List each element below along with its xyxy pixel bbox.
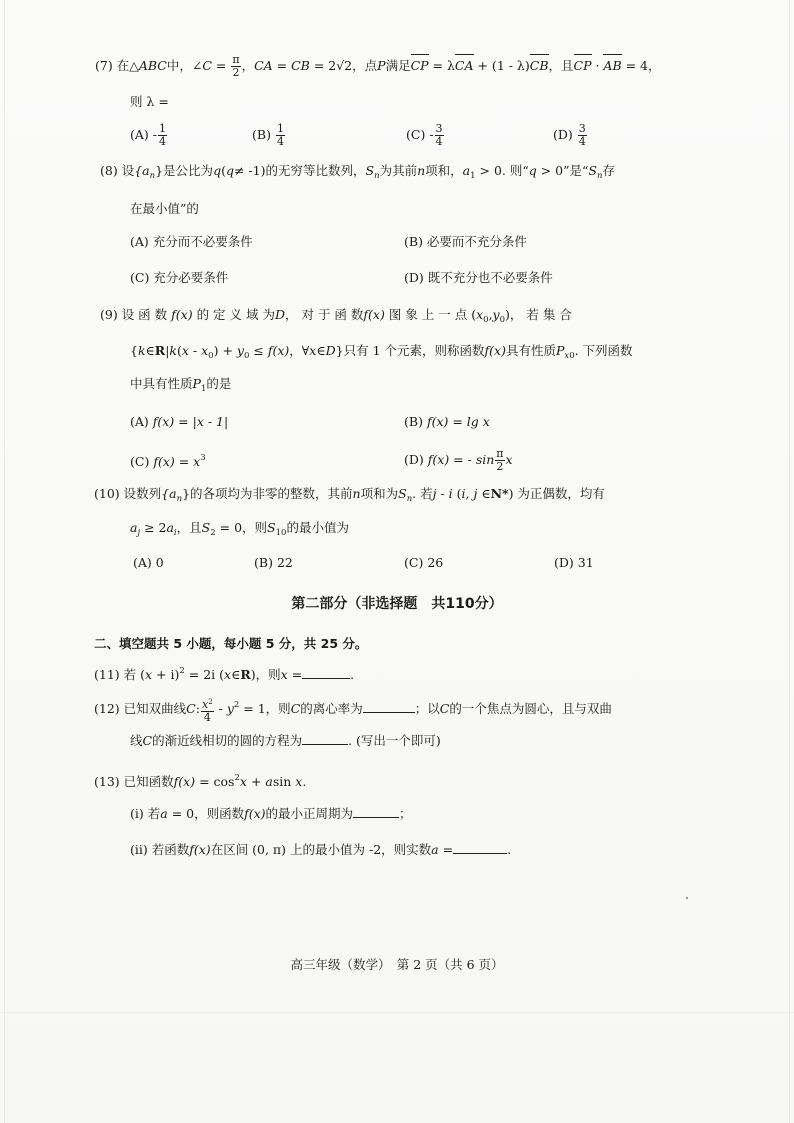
part-two-heading: 第二部分（非选择题 共110分） [291,596,503,612]
q9-option-b: (B) f(x) = lg x [404,414,490,429]
q7-line2: 则 λ = [130,94,169,109]
question-number: (7) [95,58,113,73]
q12-line2: 线C的渐近线相切的圆的方程为 . (写出一个即可) [130,733,441,748]
vector-cp: CP [411,53,429,76]
fraction: $\frac{1}{4}$ [276,122,284,148]
q7-option-b: (B) $\frac{1}{4}$ [252,122,284,148]
q8-option-b: (B) 必要而不充分条件 [404,234,527,249]
fraction: $\frac{x^2}{4}$ [201,697,213,724]
q9-option-c: (C) $f(x) = x^3$ [130,453,206,469]
fraction: $\frac{3}{4}$ [578,122,586,148]
fraction: $\frac{\pi}{2}$ [232,53,240,79]
q7-option-c: (C) - $\frac{3}{4}$ [406,122,443,148]
q10-line1: (10) 设数列$\{a_n\}$的各项均为非零的整数，其前n项和为$S_n$. 若j - i (i, j ∈N*) 为正偶数，均有 [94,486,605,504]
answer-blank[interactable] [302,732,348,745]
q8-option-a: (A) 充分而不必要条件 [130,234,253,249]
q13-part-i: (ⅰ) 若a = 0，则函数f(x)的最小正周期为 ； [130,806,412,821]
q10-option-a: (A) 0 [133,555,164,570]
question-number: (13) [94,774,120,789]
q10-line2: $a_j \ge 2a_i$，且$S_2 = 0$，则$S_{10}$的最小值为 [130,520,349,538]
section-heading: 二、填空题共 5 小题，每小题 5 分，共 25 分。 [94,636,368,651]
answer-blank[interactable] [302,666,350,679]
q9-line1: (9) 设 函 数 f(x) 的 定 义 域 为D， 对 于 函 数f(x) 图 象 上 一 点 $(x_0,y_0)$， 若 集 合 [100,307,572,325]
q8-line1: (8) 设$\{a_n\}$是公比为q(q≠ -1)的无穷等比数列，$S_n$为其前n项和，$a_1 > 0$. 则“q > 0”是“$S_n$存 [100,163,615,181]
q10-option-c: (C) 26 [404,555,444,570]
q13-part-ii: (ⅱ) 若函数f(x)在区间 (0, π) 上的最小值为 -2，则实数a = . [130,842,512,857]
question-number: (8) [100,163,118,178]
q13-line1: (13) 已知函数$f(x) = \cos^2x + asin$ x. [94,773,307,789]
q9-option-a: (A) f(x) = |x - 1| [130,414,229,429]
question-number: (9) [100,307,118,322]
q7-option-a: (A) - $\frac{1}{4}$ [130,122,166,148]
vector-cb: CB [530,53,549,76]
q12-line1: (12) 已知双曲线C: $\frac{x^2}{4}$ - $y^2 = 1$，则C的离心率为 ；以C的一个焦点为圆心，且与双曲 [94,697,612,724]
q8-option-d: (D) 既不充分也不必要条件 [404,270,553,285]
page-footer: 高三年级（数学） 第 2 页（共 6 页） [290,957,504,972]
answer-blank[interactable] [363,700,415,713]
fraction: $\frac{1}{4}$ [159,122,166,148]
q11: (11) 若 $(x + i)^2 = 2i$ (x∈R)，则x = . [94,666,355,682]
question-number: (12) [94,701,120,716]
q8-option-c: (C) 充分必要条件 [130,270,229,285]
q9-option-d: (D) f(x) = - sin $\frac{\pi}{2}$ x [404,447,513,473]
q9-line3: 中具有性质$P_1$的是 [130,376,232,394]
fraction: $\frac{3}{4}$ [435,122,443,148]
q10-option-d: (D) 31 [554,555,594,570]
q8-line2: 在最小值”的 [130,201,199,216]
question-number: (10) [94,486,120,501]
question-number: (11) [94,667,120,682]
answer-blank[interactable] [353,805,399,818]
answer-blank[interactable] [453,841,507,854]
vector-ab: AB [603,53,621,76]
page-edge-bottom [0,1012,794,1013]
q10-option-b: (B) 22 [254,555,293,570]
vector-ca: CA [455,53,474,76]
vector-cp: CP [574,53,592,76]
scan-speck [686,897,688,899]
q9-line2: {k∈R|k(x - $x_0) + y_0 \le f(x)$，∀x∈D}只有 1 个元素，则称函数f(x)具有性质$P_{x0}$. 下列函数 [130,343,633,361]
q7-line1: (7) 在△ABC中，∠C = $\frac{\pi}{2}$ ，CA = CB = 2√2，点P满足CP = λCA + (1 - λ)CB，且CP · AB = 4， [95,53,661,79]
q7-option-d: (D) $\frac{3}{4}$ [553,122,586,148]
fraction: $\frac{\pi}{2}$ [496,447,504,473]
